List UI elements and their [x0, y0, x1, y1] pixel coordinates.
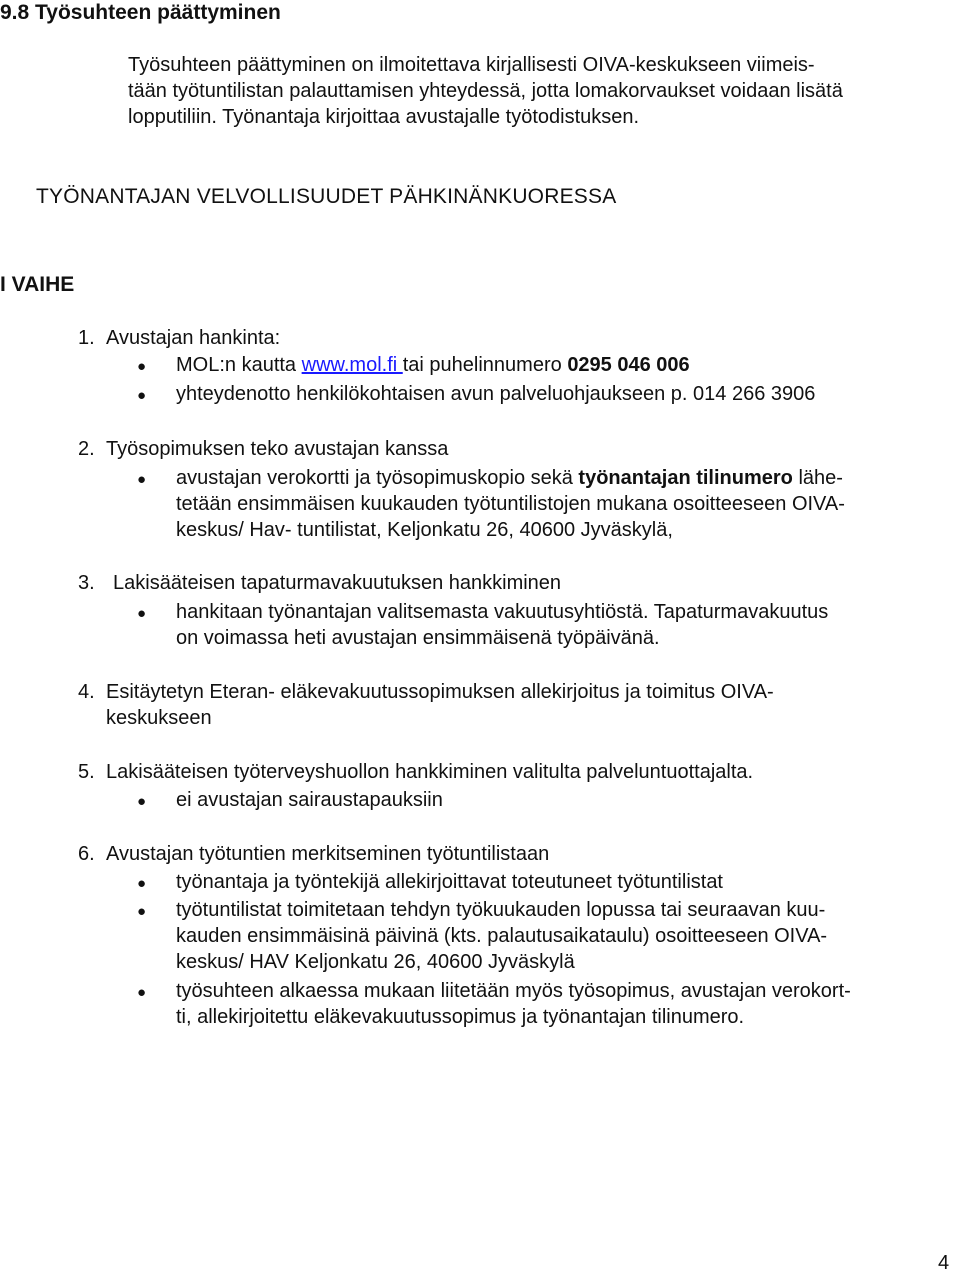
list-item: ei avustajan sairaustapauksiin: [176, 789, 443, 811]
item-title: Lakisääteisen tapaturmavakuutuksen hankkiminen: [113, 572, 562, 594]
bullet-dot-icon: ●: [137, 903, 147, 920]
list-item: hankitaan työnantajan valitsemasta vakuutusyhtiöstä. Tapaturmavakuutus: [176, 601, 829, 623]
bullet-dot-icon: ●: [137, 875, 147, 892]
item-number: 1.: [78, 327, 95, 349]
phase-label: I VAIHE: [0, 273, 75, 296]
page-number: 4: [938, 1252, 950, 1274]
list-item: avustajan verokortti ja työsopimuskopio sekä työnantajan tilinumero lähe-: [176, 467, 843, 489]
bullet-dot-icon: ●: [137, 387, 147, 404]
list-item-continuation: on voimassa heti avustajan ensimmäisenä työpäivänä.: [176, 627, 660, 649]
item-number: 4.: [78, 681, 95, 703]
item-number: 3.: [78, 572, 95, 594]
mol-link[interactable]: www.mol.fi: [301, 354, 403, 376]
list-item: työnantaja ja työntekijä allekirjoittavat toteutuneet työtuntilistat: [176, 871, 723, 893]
summary-heading: TYÖNANTAJAN VELVOLLISUUDET PÄHKINÄNKUORESSA: [36, 185, 617, 208]
item-title: Esitäytetyn Eteran- eläkevakuutussopimuksen allekirjoitus ja toimitus OIVA-: [106, 681, 774, 703]
list-item: työtuntilistat toimitetaan tehdyn työkuukauden lopussa tai seuraavan kuu-: [176, 899, 826, 921]
list-item: työsuhteen alkaessa mukaan liitetään myös työsopimus, avustajan verokort-: [176, 980, 851, 1002]
bullet-dot-icon: ●: [137, 605, 147, 622]
list-item-continuation: keskus/ HAV Keljonkatu 26, 40600 Jyväskylä: [176, 951, 575, 973]
list-item: yhteydenotto henkilökohtaisen avun palveluohjaukseen p. 014 266 3906: [176, 383, 816, 405]
item-number: 5.: [78, 761, 95, 783]
list-item-continuation: ti, allekirjoitettu eläkevakuutussopimus ja työnantajan tilinumero.: [176, 1006, 745, 1028]
item-title: Lakisääteisen työterveyshuollon hankkiminen valitulta palveluntuottajalta.: [106, 761, 754, 783]
item-number: 2.: [78, 438, 95, 460]
item-title: Avustajan hankinta:: [106, 327, 281, 349]
list-item-continuation: kauden ensimmäisinä päivinä (kts. palautusaikataulu) osoitteeseen OIVA-: [176, 925, 828, 947]
list-item: MOL:n kautta www.mol.fi tai puhelinnumero 0295 046 006: [176, 354, 690, 376]
bullet-dot-icon: ●: [137, 471, 147, 488]
item-number: 6.: [78, 843, 95, 865]
intro-paragraph-line: Työsuhteen päättyminen on ilmoitettava kirjallisesti OIVA-keskukseen viimeis-: [128, 54, 815, 76]
item-title: Työsopimuksen teko avustajan kanssa: [106, 438, 449, 460]
list-item-continuation: tetään ensimmäisen kuukauden työtuntilistojen mukana osoitteeseen OIVA-: [176, 493, 845, 515]
section-title: 9.8 Työsuhteen päättyminen: [0, 1, 281, 24]
phone-number: 0295 046 006: [567, 354, 690, 376]
item-title: Avustajan työtuntien merkitseminen työtuntilistaan: [106, 843, 550, 865]
intro-paragraph-line: lopputiliin. Työnantaja kirjoittaa avustajalle työtodistuksen.: [128, 106, 640, 128]
list-item-continuation: keskus/ Hav- tuntilistat, Keljonkatu 26, 40600 Jyväskylä,: [176, 519, 673, 541]
item-title-continuation: keskukseen: [106, 707, 212, 729]
bullet-dot-icon: ●: [137, 984, 147, 1001]
intro-paragraph-line: tään työtuntilistan palauttamisen yhteydessä, jotta lomakorvaukset voidaan lisätä: [128, 80, 843, 102]
bullet-dot-icon: ●: [137, 358, 147, 375]
bullet-dot-icon: ●: [137, 793, 147, 810]
